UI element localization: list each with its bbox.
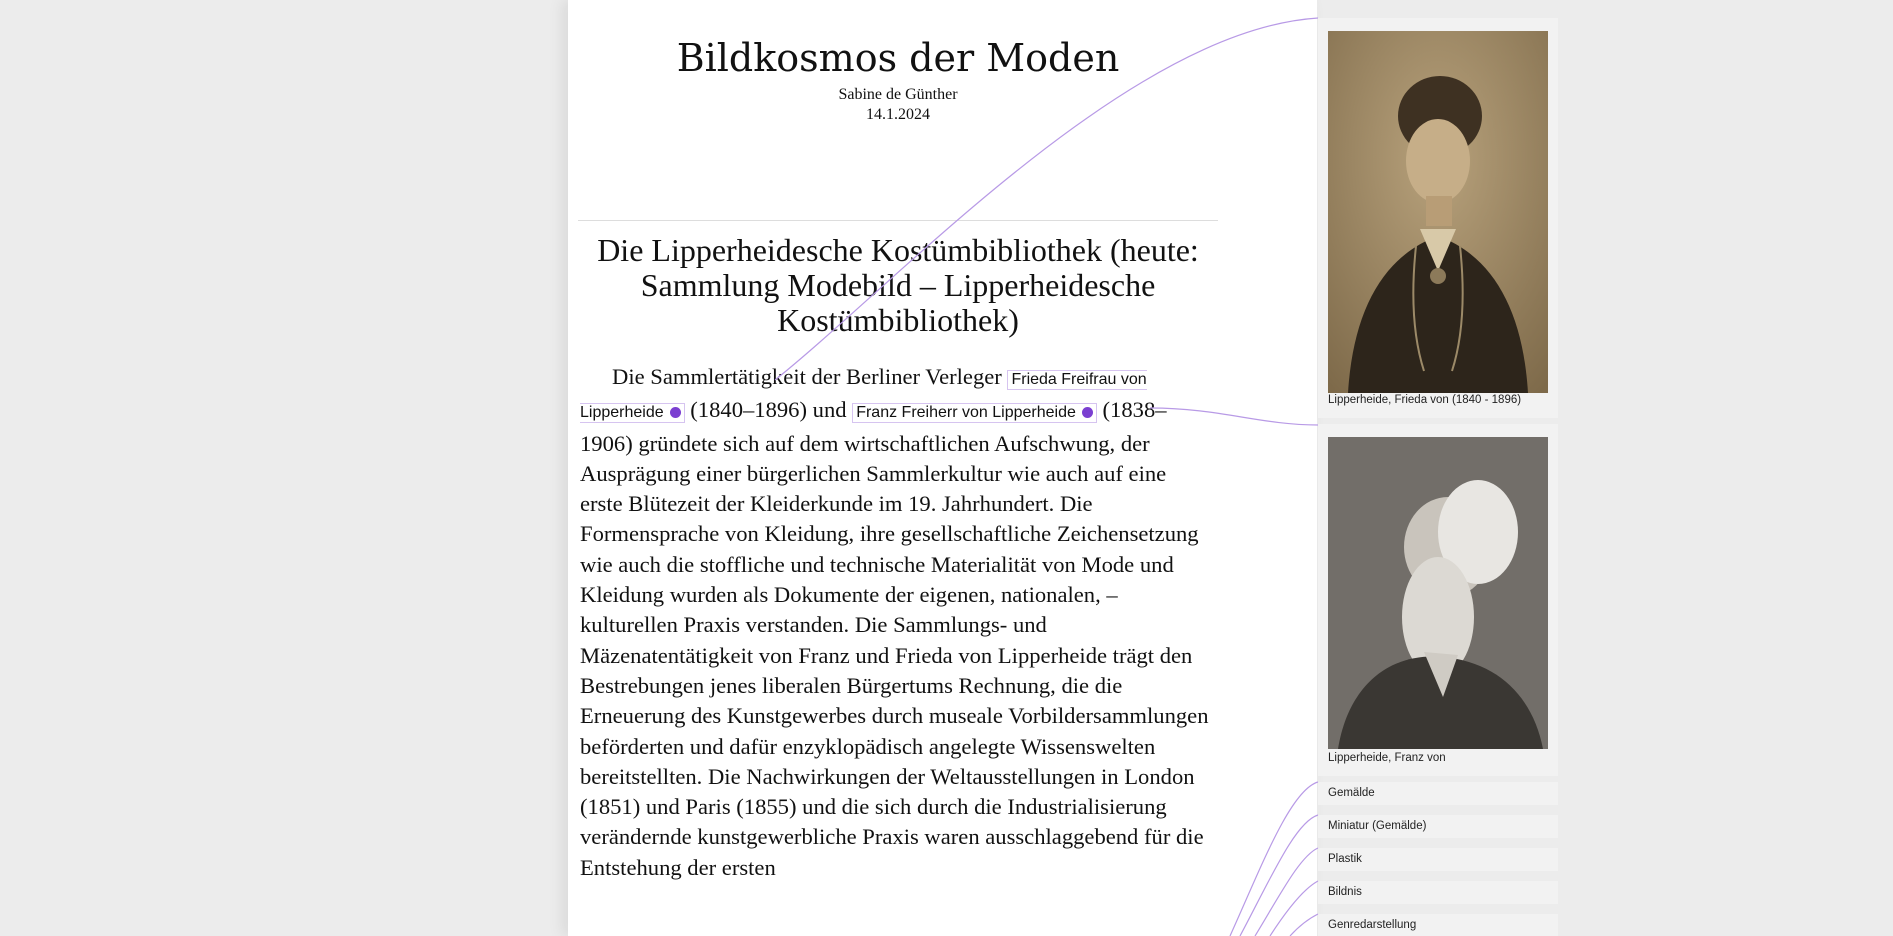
portrait-caption: Lipperheide, Frieda von (1840 - 1896) (1328, 394, 1522, 406)
entity-label: Frieda Freifrau von Lipperheide (580, 371, 1147, 422)
portrait-photo-frieda (1328, 31, 1548, 393)
tag-genredarstellung[interactable]: Genredarstellung (1318, 914, 1558, 936)
portrait-card-frieda[interactable] (1318, 18, 1558, 418)
portrait-photo-franz (1328, 437, 1548, 749)
document-page (568, 0, 1317, 936)
tag-bildnis[interactable]: Bildnis (1318, 881, 1558, 904)
document-date: 14.1.2024 (866, 106, 930, 123)
entity-label: Franz Freiherr von Lipperheide (856, 404, 1076, 422)
tag-miniatur-gemaelde[interactable]: Miniatur (Gemälde) (1318, 815, 1558, 838)
document-title: Bildkosmos der Moden (676, 36, 1120, 80)
section-heading: Die Lipperheidesche Kostümbibliothek (heute: Sammlung Modebild – Lipperheidesche Kostümbibliothek) (597, 232, 1199, 338)
entity-dot-icon (1082, 407, 1093, 418)
portrait-card-franz[interactable] (1318, 424, 1558, 776)
paragraph-between: (1840–1896) und (690, 397, 847, 423)
document-author: Sabine de Günther (838, 86, 958, 103)
body-paragraph (580, 362, 1210, 883)
section-divider (578, 220, 1218, 221)
tag-gemaelde[interactable]: Gemälde (1318, 782, 1558, 805)
tag-plastik[interactable]: Plastik (1318, 848, 1558, 871)
entity-dot-icon (670, 407, 681, 418)
paragraph-intro: Die Sammlertätigkeit der Berliner Verleger (612, 364, 1002, 389)
paragraph-rest: (1838–1906) gründete sich auf dem wirtschaftlichen Aufschwung, der Ausprägung einer bürgerlichen Sammlerkultur wie auch auf eine erste Blütezeit der Kleiderkunde im 19. Jahrhundert. Die Formensprache von Kleidung, ihre gesellschaftliche Zeichensetzung wie auch die stoffliche und technische Materialität von Mode und Kleidung wurden als Dokumente der eigenen, nationalen, – kulturellen Praxis verstanden. Die Sammlungs- und Mäzenatentätigkeit von Franz und Frieda von Lipperheide trägt den Bestrebungen jenes liberalen Bürgertums Rechnung, die die Erneuerung des Kunstgewerbes durch museale Vorbildersammlungen beförderten und dafür enzyklopädisch angelegte Wissenswelten bereitstellten. Die Nachwirkungen der Weltausstellungen in London (1851) und Paris (1855) und die sich durch die Industrialisierung verändernde kunstgewerbliche Praxis waren ausschlaggebend für die Entstehung der ersten (580, 397, 1209, 880)
entity-link-franz-von-lipperheide[interactable] (852, 403, 1097, 423)
portrait-caption: Lipperheide, Franz von (1328, 752, 1446, 764)
